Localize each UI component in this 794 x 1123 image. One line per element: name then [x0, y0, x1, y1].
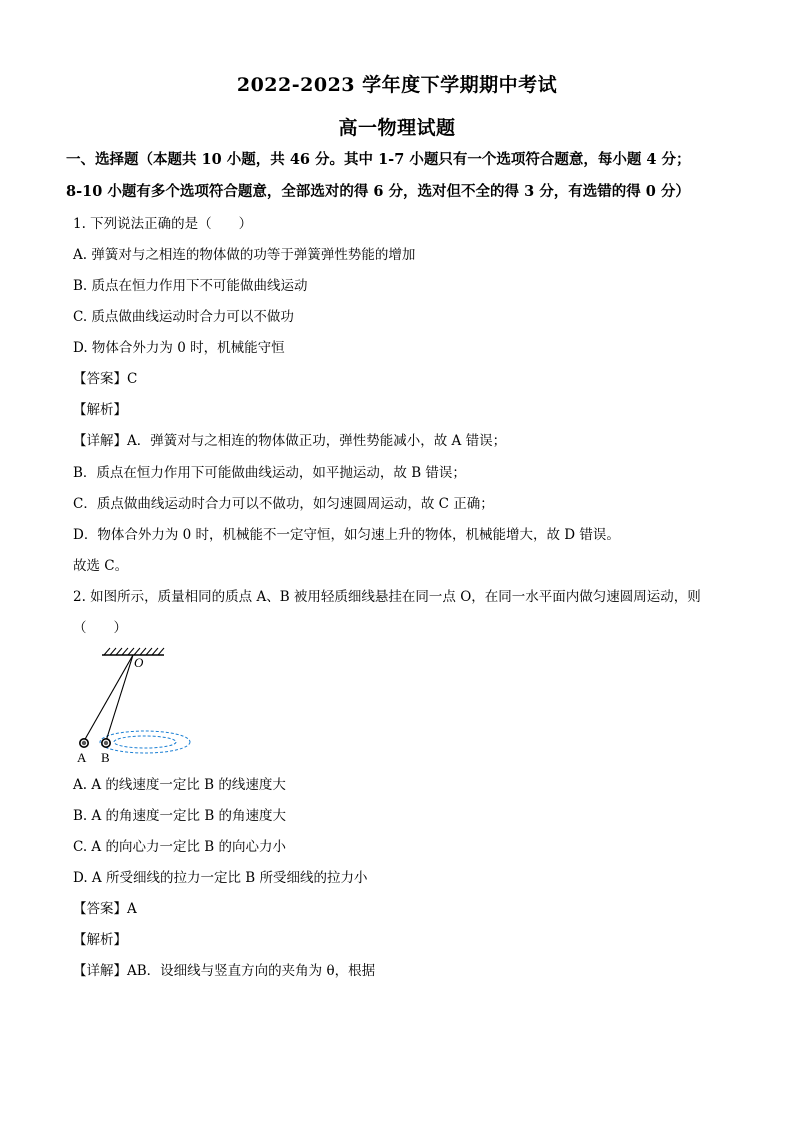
q2-option-d: D. A 所受细线的拉力一定比 B 所受细线的拉力小	[73, 870, 368, 886]
q1-option-c: C. 质点做曲线运动时合力可以不做功	[73, 309, 294, 325]
q1-conclusion: 故选 C。	[73, 558, 129, 574]
q2-option-a: A. A 的线速度一定比 B 的线速度大	[73, 777, 286, 793]
q2-answer: 【答案】A	[73, 901, 137, 917]
pendulum-figure	[70, 646, 200, 768]
ball-a-core	[82, 741, 86, 745]
section-heading-line1: 一、选择题（本题共 10 小题，共 46 分。其中 1-7 小题只有一个选项符合题意，每小题 4 分；	[66, 151, 691, 168]
section-heading-line2: 8-10 小题有多个选项符合题意，全部选对的得 6 分，选对但不全的得 3 分，有选错的得 0 分）	[66, 183, 690, 200]
string-b	[106, 655, 133, 741]
q1-detail-a: 【详解】A．弹簧对与之相连的物体做正功，弹性势能减小，故 A 错误；	[73, 433, 507, 449]
q2-option-b: B. A 的角速度一定比 B 的角速度大	[73, 808, 287, 824]
string-a	[84, 655, 133, 741]
q2-option-c: C. A 的向心力一定比 B 的向心力小	[73, 839, 286, 855]
ball-b-core	[104, 741, 108, 745]
label-a: A	[77, 750, 87, 765]
q2-detail: 【详解】AB．设细线与竖直方向的夹角为 θ，根据	[73, 963, 376, 979]
q1-option-a: A. 弹簧对与之相连的物体做的功等于弹簧弹性势能的增加	[73, 247, 416, 263]
q1-option-b: B. 质点在恒力作用下不可能做曲线运动	[73, 278, 308, 294]
label-b: B	[101, 750, 110, 765]
q2-stem-line1: 2. 如图所示，质量相同的质点 A、B 被用轻质细线悬挂在同一点 O，在同一水平面内做匀速圆周运动，则	[73, 589, 701, 605]
q1-detail-b: B．质点在恒力作用下可能做曲线运动，如平抛运动，故 B 错误；	[73, 465, 466, 481]
label-o: O	[134, 655, 144, 670]
q1-answer: 【答案】C	[73, 371, 138, 387]
q1-stem: 1. 下列说法正确的是（ ）	[73, 216, 253, 232]
inner-orbit	[114, 736, 176, 748]
exam-title: 2022-2023 学年度下学期期中考试	[236, 74, 558, 96]
q1-option-d: D. 物体合外力为 0 时，机械能守恒	[73, 340, 285, 356]
conical-pendulum-diagram	[70, 646, 200, 768]
q1-detail-c: C．质点做曲线运动时合力可以不做功，如匀速圆周运动，故 C 正确；	[73, 496, 494, 512]
q2-analysis-label: 【解析】	[73, 932, 127, 948]
exam-subtitle: 高一物理试题	[338, 117, 456, 139]
ceiling-hatch	[104, 648, 164, 655]
q2-stem-line2: （ ）	[73, 620, 127, 636]
q1-analysis-label: 【解析】	[73, 402, 127, 418]
q1-detail-d: D．物体合外力为 0 时，机械能不一定守恒，如匀速上升的物体，机械能增大，故 D 错误。	[73, 527, 620, 543]
